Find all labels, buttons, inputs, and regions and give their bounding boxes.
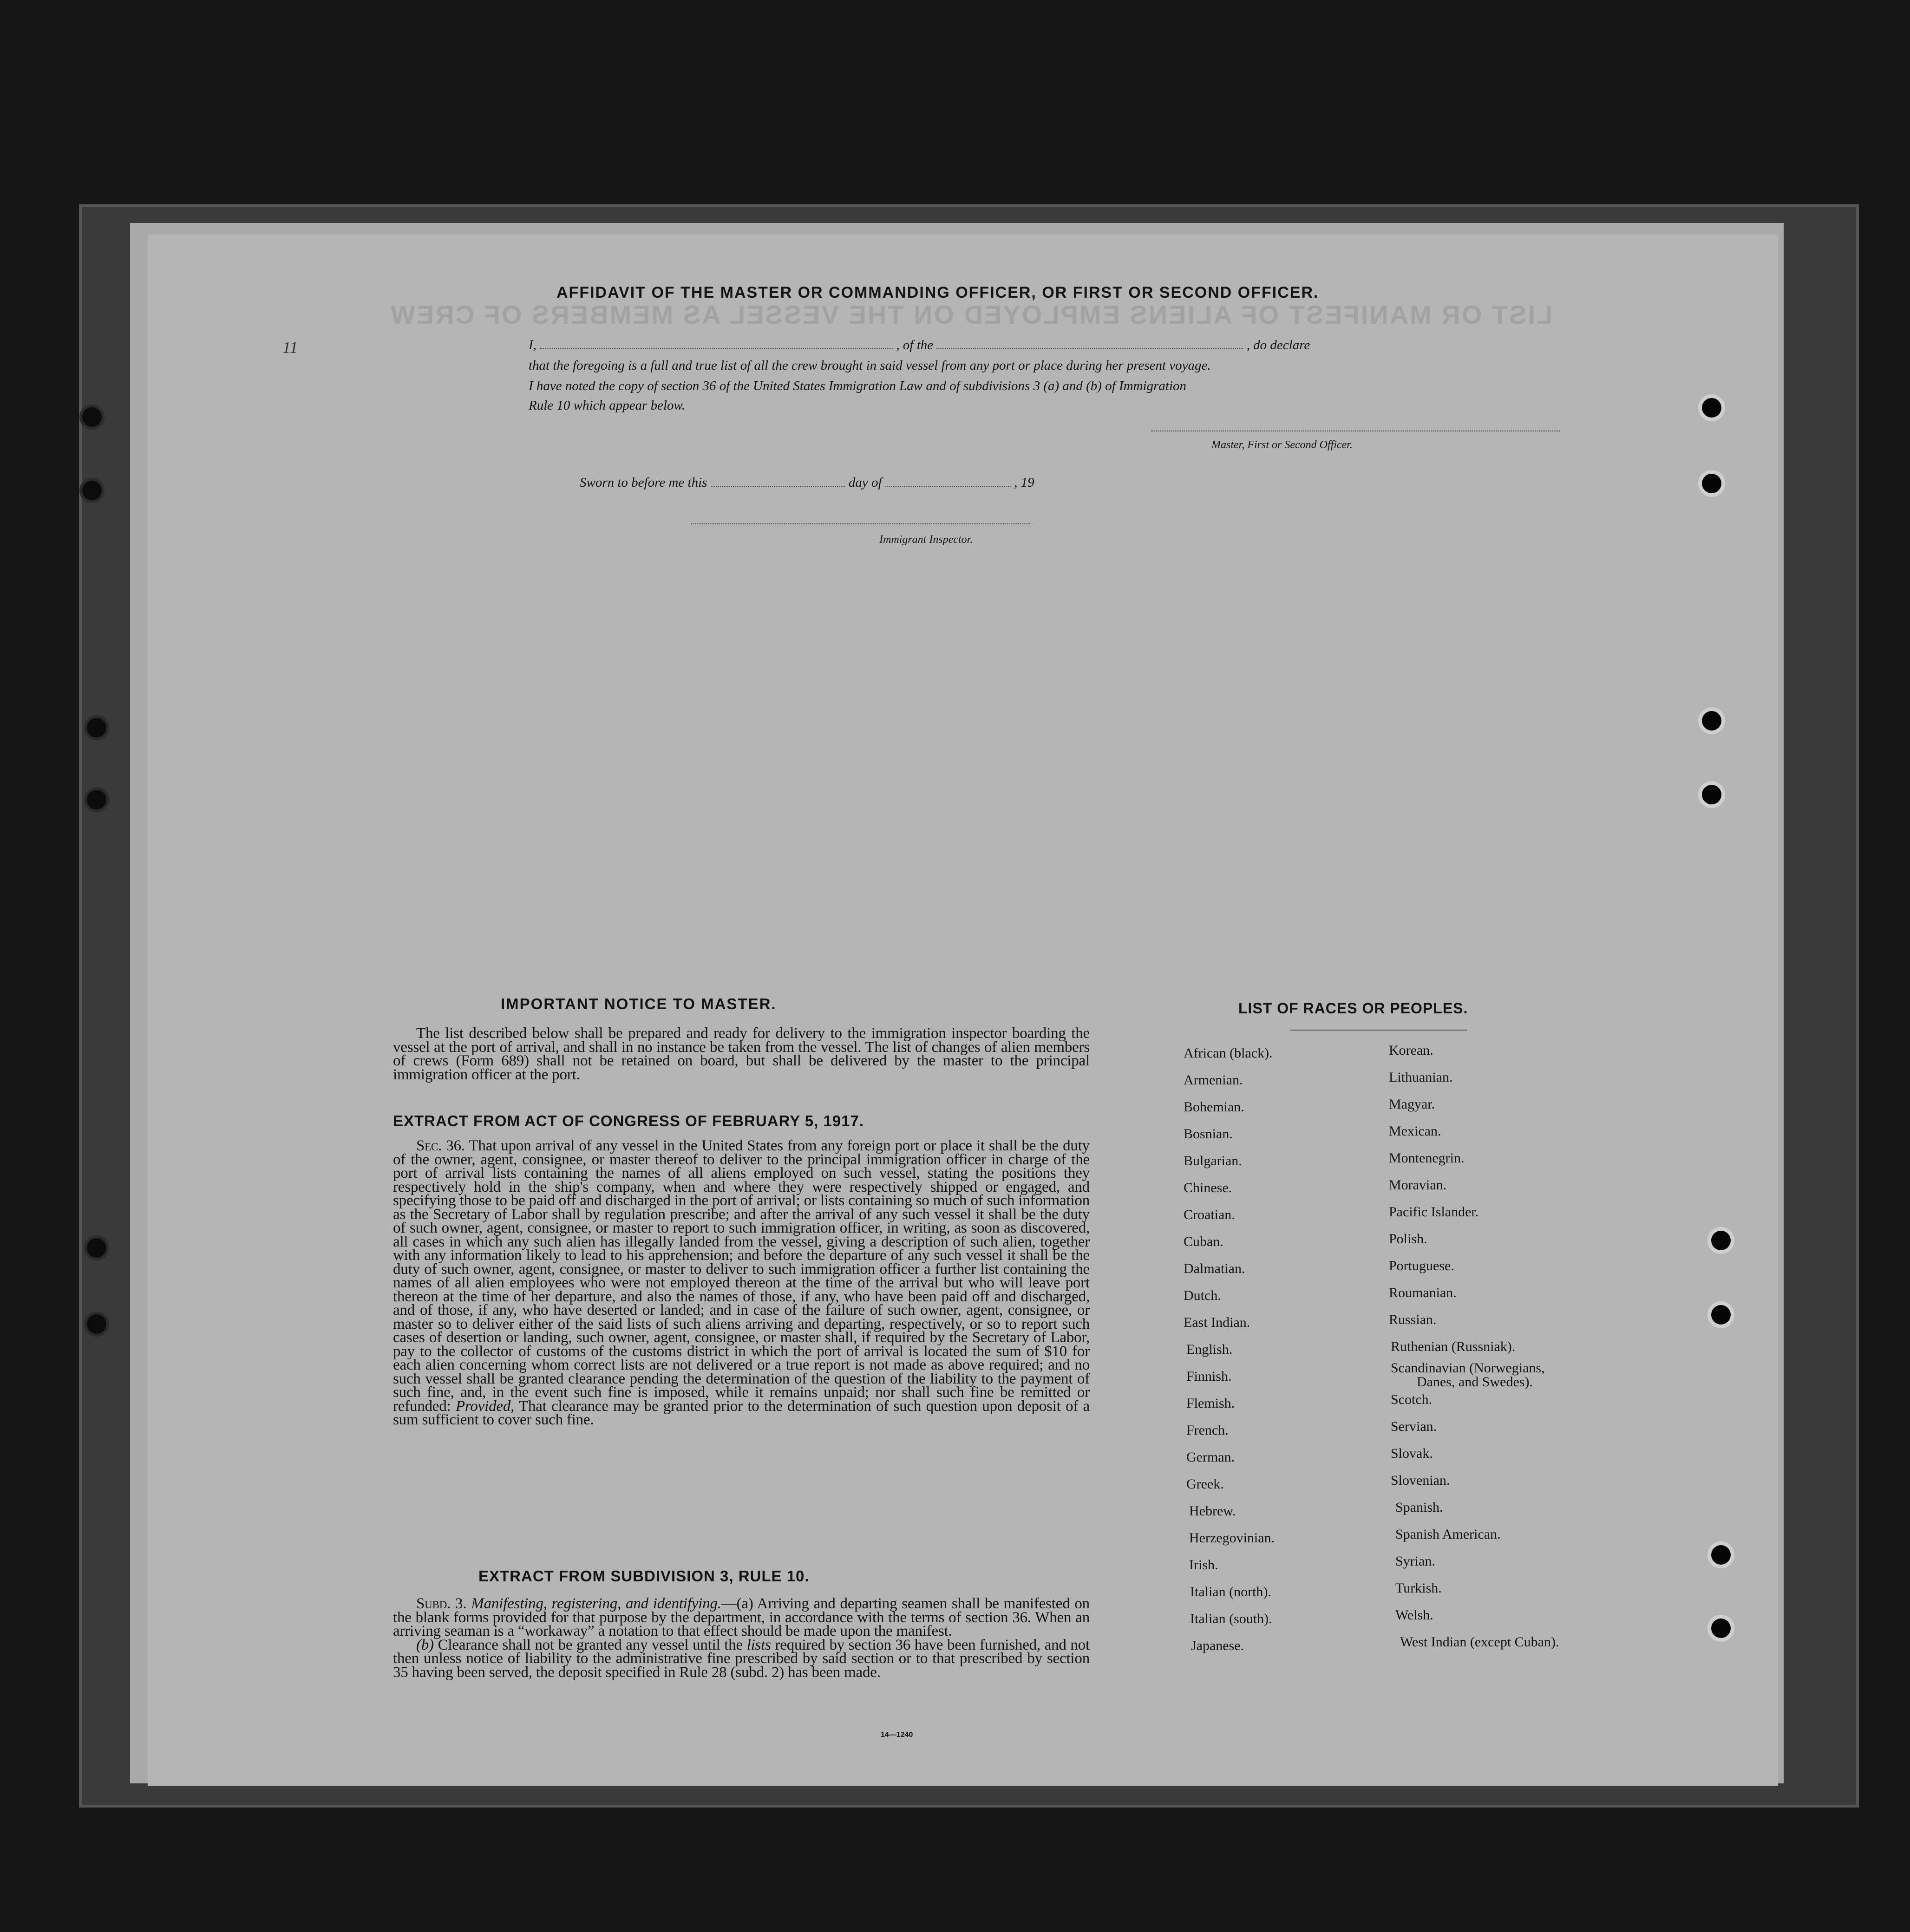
binder-hole <box>1711 1305 1731 1325</box>
race-item: Spanish American. <box>1395 1527 1501 1542</box>
race-item: Syrian. <box>1395 1553 1435 1569</box>
provided-label: Provided, <box>456 1397 515 1415</box>
extract-rule-title: EXTRACT FROM SUBDIVISION 3, RULE 10. <box>478 1567 810 1585</box>
master-signature-blank[interactable] <box>1151 430 1560 431</box>
race-item: Chinese. <box>1184 1180 1232 1195</box>
binder-hole <box>82 481 102 500</box>
race-item: Greek. <box>1186 1476 1224 1492</box>
year-label: , 19 <box>1014 475 1034 490</box>
race-item: Welsh. <box>1395 1607 1433 1623</box>
race-item: Spanish. <box>1395 1500 1443 1515</box>
race-item: Pacific Islander. <box>1389 1204 1479 1220</box>
binder-hole <box>82 407 102 427</box>
race-item: Roumanian. <box>1389 1285 1457 1300</box>
document-page <box>148 235 1778 1786</box>
binder-hole <box>1702 398 1721 418</box>
subdivision-label: Subd. 3. <box>416 1595 467 1612</box>
races-right-column <box>1389 1043 1649 1660</box>
race-item: Slovenian. <box>1391 1473 1450 1488</box>
race-item: Dutch. <box>1184 1288 1221 1303</box>
race-item: Bohemian. <box>1184 1099 1244 1115</box>
declare-label: , do declare <box>1246 338 1310 352</box>
binder-hole <box>1711 1619 1731 1638</box>
sworn-label: Sworn to before me this <box>580 475 707 490</box>
race-item: Mexican. <box>1389 1123 1441 1139</box>
race-item: Lithuanian. <box>1389 1070 1453 1085</box>
sworn-day-blank[interactable] <box>711 486 845 487</box>
race-item: Irish. <box>1189 1557 1218 1573</box>
inspector-signature-blank[interactable] <box>691 522 1030 524</box>
race-item: Portuguese. <box>1389 1258 1454 1273</box>
subdivision-b-text-1: Clearance shall not be granted any vessel until the <box>438 1636 743 1653</box>
race-item: Armenian. <box>1184 1072 1243 1088</box>
race-item: German. <box>1186 1449 1235 1465</box>
bleed-through-text: LIST OR MANIFEST OF ALIENS EMPLOYED ON THE VESSEL AS MEMBERS OF CREW <box>389 300 1553 329</box>
race-item: East Indian. <box>1184 1315 1250 1330</box>
extract-rule-text <box>393 1597 1090 1679</box>
sworn-month-blank[interactable] <box>885 486 1011 487</box>
subdivision-b-text-2: required by section 36 have been furnished, and not then unless notice of liability to the administrative fine prescribed by said section or to that prescribed by section 35 having been served, the deposit specified in Rule 28 (subd. 2) has been made. <box>393 1636 1090 1681</box>
margin-mark: 11 <box>282 338 298 357</box>
binder-hole <box>1702 474 1721 493</box>
race-item: Bulgarian. <box>1184 1153 1242 1168</box>
race-item: Slovak. <box>1391 1446 1433 1461</box>
binder-hole <box>1711 1231 1731 1250</box>
affidavit-line-3: I have noted the copy of section 36 of the United States Immigration Law and of subdivisions 3 (a) and (b) of Immigration <box>529 379 1187 393</box>
race-item: Servian. <box>1391 1419 1437 1434</box>
binder-hole <box>1711 1545 1731 1565</box>
race-item-continued: Danes, and Swedes). <box>1417 1374 1533 1390</box>
race-item: Polish. <box>1389 1231 1427 1247</box>
race-item: Russian. <box>1389 1312 1437 1327</box>
races-left-last <box>1191 1638 1330 1657</box>
race-item: Japanese. <box>1191 1638 1244 1653</box>
notice-paragraph: The list described below shall be prepared and ready for delivery to the immigration inspector boarding the vessel at the port of arrival, and shall in no instance be taken from the vessel. The list of changes of alien members of crews (Form 689) shall not be retained on board, but shall be delivered by the master to the principal immigration officer at the port. <box>393 1025 1090 1083</box>
affidavit-title: AFFIDAVIT OF THE MASTER OR COMMANDING OFFICER, OR FIRST OR SECOND OFFICER. <box>556 284 1319 301</box>
notice-title: IMPORTANT NOTICE TO MASTER. <box>501 995 777 1012</box>
race-item: Croatian. <box>1184 1207 1235 1222</box>
binder-hole <box>87 718 106 738</box>
lists-word: lists <box>746 1636 771 1653</box>
notice-text <box>393 1027 1090 1082</box>
subdivision-b-label: (b) <box>416 1636 434 1653</box>
race-item: Scandinavian (Norwegians, <box>1391 1360 1545 1376</box>
race-item: Scotch. <box>1391 1392 1432 1407</box>
subdivision-title: Manifesting, registering, and identifying. <box>471 1595 721 1612</box>
race-item: Magyar. <box>1389 1097 1435 1112</box>
master-signature-label: Master, First or Second Officer. <box>1211 439 1353 451</box>
race-item: Ruthenian (Russniak). <box>1391 1339 1516 1354</box>
binder-hole <box>1702 711 1721 731</box>
binder-hole <box>87 790 106 809</box>
race-item: Hebrew. <box>1189 1503 1236 1519</box>
race-item: Herzegovinian. <box>1189 1530 1275 1546</box>
affidavit-line-2: that the foregoing is a full and true list of all the crew brought in said vessel from any port or place during her present voyage. <box>529 358 1211 373</box>
race-item: African (black). <box>1184 1045 1273 1061</box>
binder-hole <box>87 1238 106 1258</box>
race-item: Italian (north). <box>1190 1584 1271 1599</box>
race-item: French. <box>1186 1423 1229 1438</box>
races-title-rule <box>1290 1030 1467 1031</box>
sworn-line <box>580 475 1034 490</box>
binder-hole <box>87 1314 106 1334</box>
race-item: Turkish. <box>1395 1580 1442 1596</box>
section-label: Sec. 36. <box>416 1137 465 1154</box>
race-item: Bosnian. <box>1184 1126 1233 1142</box>
race-item: West Indian (except Cuban). <box>1400 1634 1559 1650</box>
extract-act-title: EXTRACT FROM ACT OF CONGRESS OF FEBRUARY 5, 1917. <box>393 1112 864 1129</box>
binder-hole <box>1702 785 1721 804</box>
vessel-label: , of the <box>896 338 934 352</box>
inspector-signature-label: Immigrant Inspector. <box>879 534 973 546</box>
race-item: Korean. <box>1389 1043 1433 1058</box>
affidavit-line-4: Rule 10 which appear below. <box>529 398 685 413</box>
declarant-name-blank[interactable] <box>540 348 893 349</box>
extract-act-text <box>393 1139 1090 1427</box>
form-number: 14—1240 <box>881 1731 913 1739</box>
day-of-label: day of <box>848 475 882 490</box>
declarant-label: I, <box>529 338 536 352</box>
race-item: Dalmatian. <box>1184 1261 1245 1276</box>
race-item: English. <box>1186 1342 1233 1357</box>
affidavit-line-1 <box>529 338 1564 356</box>
section-36-text: That upon arrival of any vessel in the United States from any foreign port or place it shall be the duty of the owner, agent, consignee, or master thereof to deliver to the principal immigration officer in charge of the port of arrival lists containing the names of all aliens employed on such vessel, stating the positions they respectively hold in the ship's company, when and where they were respectively shipped or engaged, and specifying those to be paid off and discharged in the port of arrival; or lists containing so much of such information as the Secretary of Labor shall by regulation prescribe; and after the arrival of any such vessel it shall be the duty of such owner, agent, consignee, or master to report to such immigration officer, in writing, as soon as discovered, all cases in which any such alien has illegally landed from the vessel, giving a description of such alien, together with any information likely to lead to his apprehension; and before the departure of any such vessel it shall be the duty of such owner, agent, consignee, or master to deliver to such immigration officer a further list containing the names of all alien employees who were not employed thereon at the time of the arrival but who will leave port thereon at the time of her departure, and also the names of those, if any, who have been paid off and discharged, and of those, if any, who have deserted or landed; and in case of the failure of such owner, agent, consignee, or master so to deliver either of the said lists of such aliens arriving and departing, respectively, or so to report such cases of desertion or landing, such owner, agent, consignee, or master shall, if required by the Secretary of Labor, pay to the collector of customs of the customs district in which the port of arrival is located the sum of $10 for each alien concerning whom correct lists are not delivered or a true report is not made as above required; and no such vessel shall be granted clearance pending the determination of the question of the liability to the payment of such fine, and, in the event such fine is imposed, while it remains unpaid; nor shall such fine be remitted or refunded: <box>393 1137 1090 1415</box>
races-title: LIST OF RACES OR PEOPLES. <box>1238 1000 1468 1017</box>
race-item: Finnish. <box>1186 1369 1232 1384</box>
race-item: Montenegrin. <box>1389 1150 1465 1166</box>
race-item: Italian (south). <box>1190 1611 1272 1626</box>
subdivision-a-text: —(a) Arriving and departing seamen shall be manifested on the blank forms provided for that purpose by the department, in accordance with the terms of section 36. When an arriving seaman is a “workaway” a notation to that effect should be made upon the manifest. <box>393 1595 1090 1639</box>
section-36-text-end: That clearance may be granted prior to the determination of such question upon deposit of a sum sufficient to cover such fine. <box>393 1397 1090 1428</box>
vessel-name-blank[interactable] <box>936 348 1243 349</box>
race-item: Flemish. <box>1186 1396 1235 1411</box>
race-item: Cuban. <box>1184 1234 1223 1249</box>
races-left-column <box>1184 1045 1397 1640</box>
race-item: Moravian. <box>1389 1177 1447 1193</box>
